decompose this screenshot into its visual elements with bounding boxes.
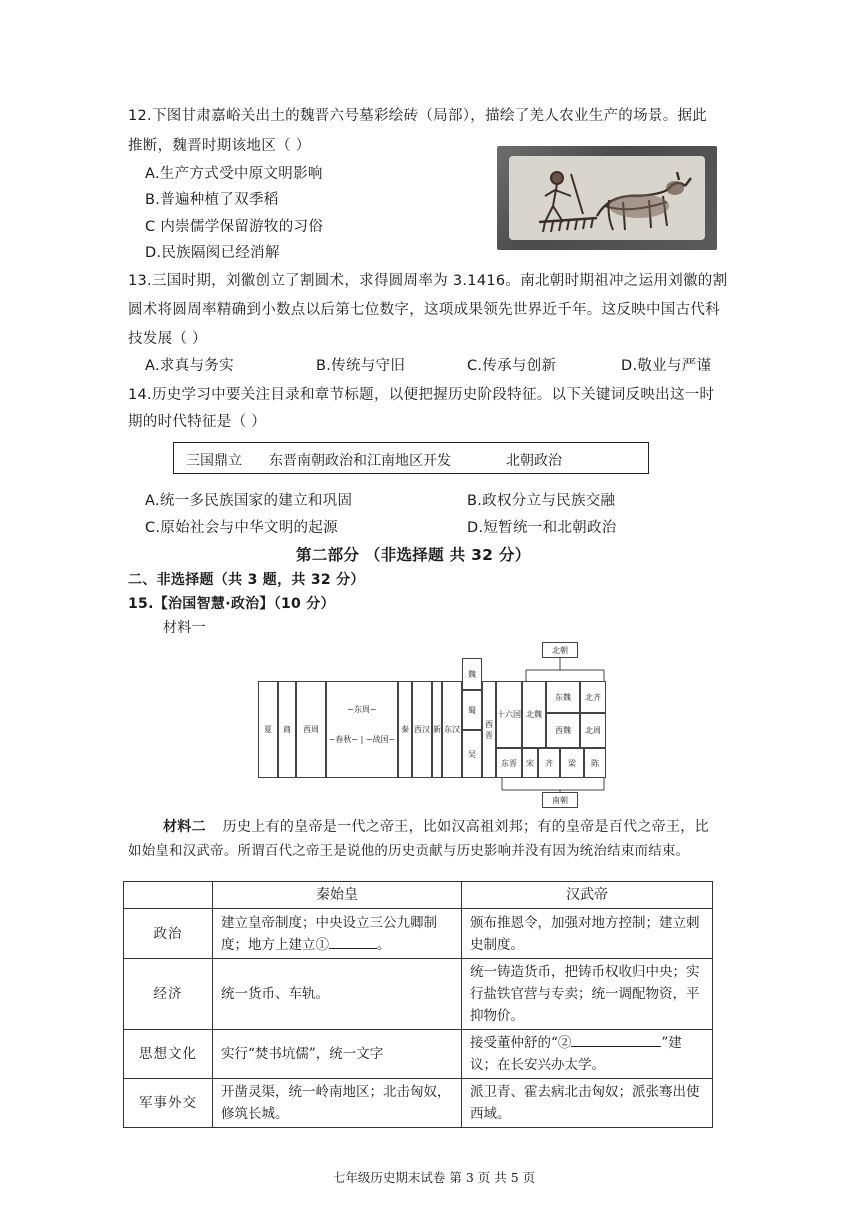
blank-2-line bbox=[571, 1032, 661, 1047]
q14-option-c: C.原始社会与中华文明的起源 bbox=[145, 520, 338, 536]
timeline-cell-qin: 秦 bbox=[398, 681, 412, 778]
timeline-cell-jin: 西晋 bbox=[482, 681, 496, 778]
cell-qin-politics-tail: 。 bbox=[377, 936, 391, 953]
timeline-cell-shu: 蜀 bbox=[462, 690, 482, 730]
q13-option-a: A.求真与务实 bbox=[145, 358, 234, 374]
timeline-cell-northern-qi: 北齐 bbox=[580, 681, 606, 713]
cell-han-politics: 颁布推恩令，加强对地方控制；建立刺史制度。 bbox=[462, 909, 713, 959]
painted-brick-image bbox=[497, 146, 717, 250]
q13-option-c: C.传承与创新 bbox=[467, 358, 557, 374]
q14-option-a: A.统一多民族国家的建立和巩固 bbox=[145, 493, 353, 509]
cell-qin-economy: 统一货币、车轨。 bbox=[213, 959, 462, 1030]
timeline-cell-shang: 商 bbox=[278, 681, 296, 778]
keyword-box bbox=[173, 442, 649, 474]
timeline-cell-wu: 吴 bbox=[462, 730, 482, 778]
timeline-cell-eastern-zhou bbox=[326, 681, 398, 778]
material2-line1 bbox=[163, 817, 709, 837]
timeline-cell-eastern-wei: 东魏 bbox=[546, 681, 580, 713]
emperor-comparison-table bbox=[123, 881, 713, 1128]
cell-han-culture-pre: 接受董仲舒的“② bbox=[470, 1035, 572, 1051]
timeline-cell-western-zhou: 西周 bbox=[296, 681, 326, 778]
timeline-cell-qi: 齐 bbox=[538, 748, 560, 778]
table-header-empty bbox=[124, 882, 213, 909]
cell-qin-politics-text: 建立皇帝制度；中央设立三公九卿制度；地方上建立① bbox=[221, 914, 437, 953]
cell-qin-culture: 实行“焚书坑儒”，统一文字 bbox=[213, 1030, 462, 1079]
keyword-3: 北朝政治 bbox=[506, 453, 562, 469]
timeline-cell-wei: 魏 bbox=[462, 658, 482, 690]
table-row bbox=[124, 959, 713, 1030]
timeline-cell-northern-wei: 北魏 bbox=[522, 681, 546, 748]
q15-title: 15.【治国智慧·政治】（10 分） bbox=[128, 596, 335, 612]
material2-line2: 如始皇和汉武帝。所谓百代之帝王是说他的历史贡献与历史影响并没有因为统治结束而结束。 bbox=[128, 844, 690, 859]
keyword-1: 三国鼎立 bbox=[186, 453, 242, 469]
cell-han-economy: 统一铸造货币，把铸币权收归中央；实行盐铁官营与专卖；统一调配物资，平抑物价。 bbox=[462, 959, 713, 1030]
material1-label: 材料一 bbox=[163, 620, 206, 636]
material2-text1: 历史上有的皇帝是一代之帝王，比如汉高祖刘邦；有的皇帝是百代之帝王，比 bbox=[222, 819, 709, 835]
q13-stem-line2: 圆术将圆周率精确到小数点以后第七位数字，这项成果领先世界近千年。这反映中国古代科 bbox=[128, 302, 720, 318]
timeline-cell-xia: 夏 bbox=[258, 681, 278, 778]
q12-option-b: B.普遍种植了双季稻 bbox=[145, 192, 279, 208]
q12-option-c: C 内崇儒学保留游牧的习俗 bbox=[145, 219, 324, 235]
timeline-cell-sixteen-kingdoms: 十六国 bbox=[496, 681, 522, 748]
table-header-row bbox=[124, 882, 713, 909]
keyword-2: 东晋南朝政治和江南地区开发 bbox=[269, 453, 451, 469]
timeline-cell-liang: 梁 bbox=[560, 748, 584, 778]
row-label-culture: 思想文化 bbox=[124, 1030, 213, 1079]
q12-option-d: D.民族隔阂已经消解 bbox=[145, 245, 280, 261]
cell-han-culture-post: ”建议；在长安兴办太学。 bbox=[470, 1035, 682, 1073]
cell-han-military: 派卫青、霍去病北击匈奴；派张骞出使西域。 bbox=[462, 1079, 713, 1128]
timeline-cell-eastern-han: 东汉 bbox=[442, 681, 462, 778]
table-header-qin: 秦始皇 bbox=[213, 882, 462, 909]
timeline-spring-autumn-warring: ~春秋~ | ~战国~ bbox=[328, 734, 396, 744]
table-row bbox=[124, 1079, 713, 1128]
q14-stem-line2: 期的时代特征是（ ） bbox=[128, 414, 267, 430]
row-label-military: 军事外交 bbox=[124, 1079, 213, 1128]
table-header-han: 汉武帝 bbox=[462, 882, 713, 909]
q14-option-d: D.短暂统一和北朝政治 bbox=[467, 520, 617, 536]
q13-stem-line1: 13.三国时期，刘徽创立了割圆术，求得圆周率为 3.1416。南北朝时期祖冲之运用刘徽的割 bbox=[128, 273, 728, 289]
timeline-top-box: 北朝 bbox=[542, 642, 578, 658]
row-label-economy: 经济 bbox=[124, 959, 213, 1030]
blank-1-line bbox=[329, 934, 377, 949]
timeline-cell-eastern-jin: 东晋 bbox=[496, 748, 522, 778]
timeline-cell-western-wei: 西魏 bbox=[546, 713, 580, 748]
timeline-eastern-zhou-label: ~东周~ bbox=[347, 704, 377, 714]
cell-qin-politics bbox=[213, 909, 462, 959]
q13-stem-line3: 技发展（ ） bbox=[128, 331, 207, 347]
dynasty-timeline bbox=[258, 640, 610, 810]
q12-stem-line2: 推断，魏晋时期该地区（ ） bbox=[128, 138, 311, 154]
table-row bbox=[124, 1030, 713, 1079]
q13-option-b: B.传统与守旧 bbox=[316, 358, 406, 374]
timeline-cell-western-han: 西汉 bbox=[412, 681, 432, 778]
q12-stem-line1: 12.下图甘肃嘉峪关出土的魏晋六号墓彩绘砖（局部），描绘了羌人农业生产的场景。据此 bbox=[128, 108, 708, 124]
page-footer: 七年级历史期末试卷 第 3 页 共 5 页 bbox=[332, 1170, 536, 1185]
q14-option-b: B.政权分立与民族交融 bbox=[467, 493, 616, 509]
q13-option-d: D.敬业与严谨 bbox=[621, 358, 712, 374]
timeline-cell-chen: 陈 bbox=[584, 748, 606, 778]
q12-option-a: A.生产方式受中原文明影响 bbox=[145, 166, 323, 182]
row-label-politics: 政治 bbox=[124, 909, 213, 959]
part2-subheading: 二、非选择题（共 3 题，共 32 分） bbox=[128, 572, 365, 588]
timeline-bottom-box: 南朝 bbox=[542, 792, 578, 808]
timeline-cell-song: 宋 bbox=[522, 748, 538, 778]
part2-heading: 第二部分 （非选择题 共 32 分） bbox=[296, 546, 531, 564]
material2-label: 材料二 bbox=[163, 819, 206, 835]
timeline-cell-northern-zhou: 北周 bbox=[580, 713, 606, 748]
timeline-cell-xin: 新 bbox=[432, 681, 442, 778]
table-row bbox=[124, 909, 713, 959]
cell-qin-military: 开凿灵渠，统一岭南地区；北击匈奴，修筑长城。 bbox=[213, 1079, 462, 1128]
q14-stem-line1: 14.历史学习中要关注目录和章节标题，以便把握历史阶段特征。以下关键词反映出这一时 bbox=[128, 387, 715, 403]
cell-han-culture bbox=[462, 1030, 713, 1079]
